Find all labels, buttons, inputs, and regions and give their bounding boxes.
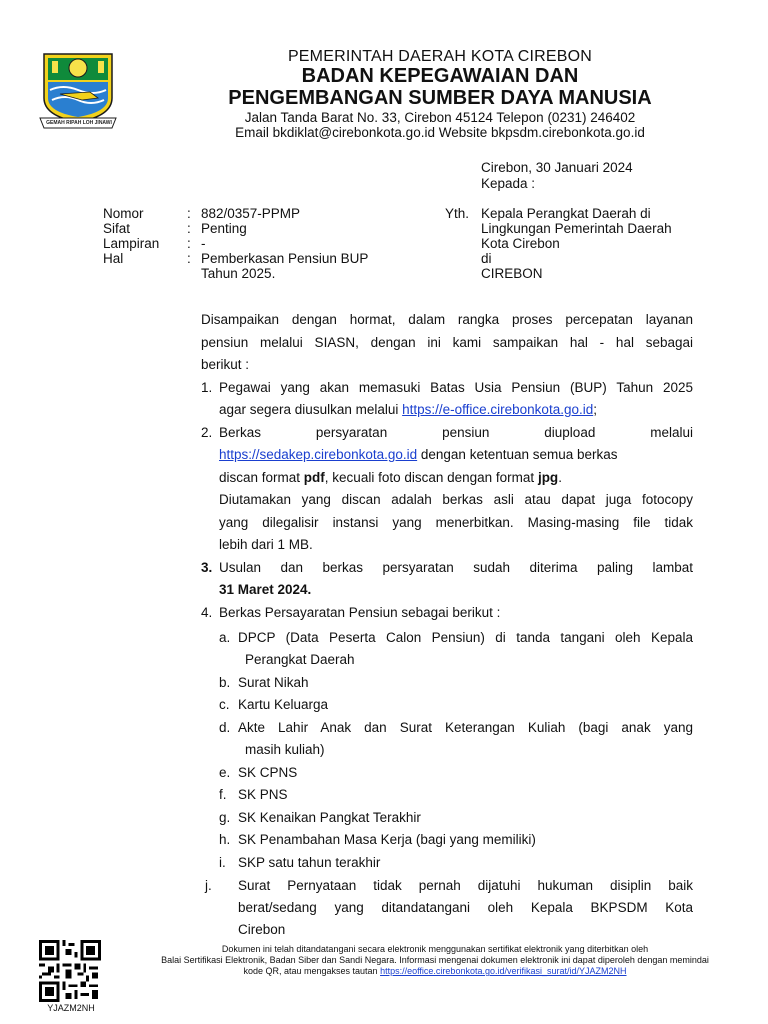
eoffice-link[interactable]: https://e-office.cirebonkota.go.id (402, 402, 594, 417)
sub-letter: b. (219, 675, 231, 690)
city-logo (38, 48, 118, 130)
colon: : (187, 236, 191, 251)
kepada-label: Kepada : (481, 176, 536, 191)
sub-letter: d. (219, 720, 231, 735)
footer-line3 (110, 966, 760, 977)
qr-code-icon (39, 940, 101, 1002)
item4-title: Berkas Persayaratan Pensiun sebagai berikut : (219, 605, 501, 620)
sub-letter: h. (219, 832, 231, 847)
sub-item-text: SK Kenaikan Pangkat Terakhir (238, 810, 421, 825)
format-jpg: jpg (537, 470, 559, 485)
item-number: 1. (201, 380, 213, 395)
item2-text: , kecuali foto discan dengan format (324, 470, 538, 485)
item-number: 3. (201, 560, 213, 575)
item3-line1: Usulan dan berkas persyaratan sudah diterima paling lambat (219, 560, 693, 575)
item2-text: . (558, 470, 562, 485)
item2-text: discan format (219, 470, 304, 485)
sub-letter: f. (219, 787, 227, 802)
sifat-label: Sifat (103, 221, 131, 236)
colon: : (187, 221, 191, 236)
item2-line2 (219, 447, 618, 462)
sedakep-link[interactable]: https://sedakep.cirebonkota.go.id (219, 447, 418, 462)
sifat-value: Penting (201, 221, 247, 236)
recipient-line4: di (481, 251, 492, 266)
item2-line5: yang dilegalisir instansi yang menerbitkan. Masing-masing file tidak (219, 515, 693, 530)
verification-link[interactable]: https://eoffice.cirebonkota.go.id/verifikasi_surat/id/YJAZM2NH (380, 966, 627, 976)
sub-letter: e. (219, 765, 231, 780)
item2-line6: lebih dari 1 MB. (219, 537, 313, 552)
recipient-line1: Kepala Perangkat Daerah di (481, 206, 651, 221)
sub-item-text: DPCP (Data Peserta Calon Pensiun) di tanda tangani oleh Kepala (238, 630, 693, 645)
format-pdf: pdf (303, 470, 325, 485)
sub-item-text: Surat Pernyataan tidak pernah dijatuhi hukuman disiplin baik (238, 878, 693, 893)
item1-text: agar segera diusulkan melalui (219, 402, 403, 417)
item2-text: dengan ketentuan semua berkas (417, 447, 618, 462)
sub-item-cont: Cirebon (238, 922, 286, 937)
agency-name-line2: PENGEMBANGAN SUMBER DAYA MANUSIA (228, 87, 652, 109)
nomor-label: Nomor (103, 206, 144, 221)
sub-item-cont: masih kuliah) (245, 742, 325, 757)
item2-line3 (219, 470, 562, 485)
lampiran-value: - (201, 236, 206, 251)
hal-label: Hal (103, 251, 124, 266)
qr-code-label: YJAZM2NH (47, 1003, 95, 1013)
item3-deadline: 31 Maret 2024. (219, 582, 312, 597)
lampiran-label: Lampiran (103, 236, 160, 251)
nomor-value: 882/0357-PPMP (201, 206, 301, 221)
recipient-line3: Kota Cirebon (481, 236, 560, 251)
item2-line4: Diutamakan yang discan adalah berkas asli atau dapat juga fotocopy (219, 492, 693, 507)
colon: : (187, 206, 191, 221)
logo-ribbon-text: GEMAH RIPAH LOH JINAWI (46, 120, 112, 126)
sub-letter: g. (219, 810, 231, 825)
sub-item-text: SKP satu tahun terakhir (238, 855, 381, 870)
recipient-line2: Lingkungan Pemerintah Daerah (481, 221, 672, 236)
sub-letter: i. (219, 855, 226, 870)
sub-item-text: SK CPNS (238, 765, 298, 780)
item-number: 4. (201, 605, 213, 620)
intro-line2: pensiun melalui SIASN, dengan ini kami sampaikan hal - hal sebagai (201, 335, 693, 350)
sub-letter: a. (219, 630, 231, 645)
sub-item-cont: berat/sedang yang ditandatangani oleh Kepala BKPSDM Kota (238, 900, 693, 915)
agency-address: Jalan Tanda Barat No. 33, Cirebon 45124 Telepon (0231) 246402 (244, 110, 636, 125)
item1-line1: Pegawai yang akan memasuki Batas Usia Pensiun (BUP) Tahun 2025 (219, 380, 693, 395)
letter-date: Cirebon, 30 Januari 2024 (481, 160, 633, 175)
agency-name-line1: BADAN KEPEGAWAIAN DAN (301, 65, 579, 87)
item1-text-end: ; (593, 402, 597, 417)
sub-item-text: SK PNS (238, 787, 288, 802)
footer-text: kode QR, atau mengakses tautan (243, 966, 381, 976)
recipient-line5: CIREBON (481, 266, 543, 281)
sub-item-text: Kartu Keluarga (238, 697, 329, 712)
sub-item-cont: Perangkat Daerah (245, 652, 355, 667)
sub-item-text: Surat Nikah (238, 675, 309, 690)
intro-line3: berikut : (201, 357, 250, 372)
sub-item-text: SK Penambahan Masa Kerja (bagi yang memiliki) (238, 832, 536, 847)
sub-item-text: Akte Lahir Anak dan Surat Keterangan Kuliah (bagi anak yang (238, 720, 693, 735)
item-number: 2. (201, 425, 213, 440)
footer-line1: Dokumen ini telah ditandatangani secara elektronik menggunakan sertifikat elektronik yang diterbitkan oleh (221, 944, 649, 954)
hal-value-line1: Pemberkasan Pensiun BUP (201, 251, 369, 266)
colon: : (187, 251, 191, 266)
yth-label: Yth. (445, 206, 470, 221)
sub-letter: j. (205, 878, 212, 893)
footer-line2: Balai Sertifikasi Elektronik, Badan Siber dan Sandi Negara. Informasi mengenai dokumen elektronik ini dapat diperoleh dengan memindai (161, 955, 709, 965)
item2-line1: Berkas persyaratan pensiun diupload melalui (219, 425, 693, 440)
hal-value-line2: Tahun 2025. (201, 266, 276, 281)
government-name: PEMERINTAH DAERAH KOTA CIREBON (287, 48, 593, 65)
agency-contact: Email bkdiklat@cirebonkota.go.id Website bkpsdm.cirebonkota.go.id (235, 125, 645, 140)
item1-line2 (219, 402, 597, 417)
intro-line1: Disampaikan dengan hormat, dalam rangka proses percepatan layanan (201, 312, 693, 327)
sub-letter: c. (219, 697, 230, 712)
